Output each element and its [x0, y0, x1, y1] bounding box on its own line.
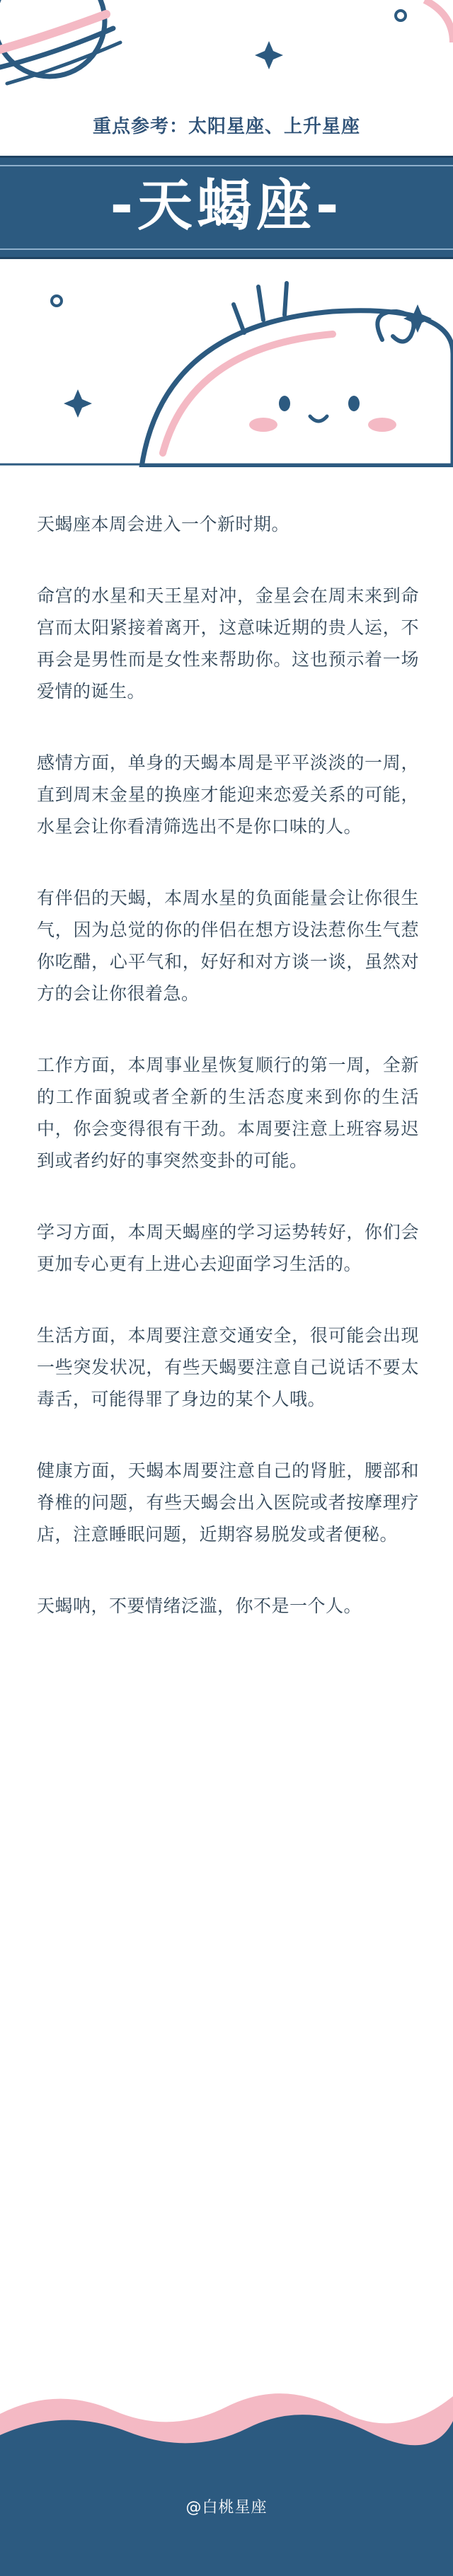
paragraph: 命宫的水星和天王星对冲，金星会在周末来到命宫而太阳紧接着离开，这意味近期的贵人运，不再会是男性而是女性来帮助你。这也预示着一场爱情的诞生。 [37, 585, 419, 702]
paragraph: 工作方面，本周事业星恢复顺行的第一周，全新的工作面貌或者全新的生活态度来到你的生活中，你会变得很有干劲。本周要注意上班容易迟到或者约好的事突然变卦的可能。 [37, 1055, 419, 1171]
footer-handle: @白桃星座 [185, 2499, 268, 2517]
paragraph: 生活方面，本周要注意交通安全，很可能会出现一些突发状况，有些天蝎要注意自己说话不要太毒舌，可能得罪了身边的某个人哦。 [37, 1325, 419, 1409]
paragraph: 感情方面，单身的天蝎本周是平平淡淡的一周，直到周末金星的换座才能迎来恋爱关系的可能，水星会让你看清筛选出不是你口味的人。 [37, 752, 419, 837]
paragraph: 天蝎座本周会进入一个新时期。 [37, 514, 290, 534]
top-decoration [0, 0, 453, 106]
dot-icon [396, 11, 406, 21]
hero-decoration [0, 269, 453, 467]
dot-icon [52, 296, 62, 306]
cute-face-icon [142, 311, 453, 467]
sparkle-icon [255, 41, 283, 69]
planet-icon [0, 0, 120, 84]
paragraph: 健康方面，天蝎本周要注意自己的肾脏，腰部和脊椎的问题，有些天蝎会出入医院或者按摩理疗店，注意睡眠问题，近期容易脱发或者便秘。 [37, 1460, 419, 1545]
sparkle-icon [64, 389, 92, 418]
title-rule-bottom [0, 248, 453, 250]
footer-decoration [0, 2357, 453, 2576]
article-body [37, 508, 419, 1661]
paragraph: 有伴侣的天蝎，本周水星的负面能量会让你很生气，因为总觉的你的伴侣在想方设法惹你生气惹你吃醋，心平气和，好好和对方谈一谈，虽然对方的会让你很着急。 [37, 888, 419, 1004]
reference-note: 重点参考：太阳星座、上升星座 [92, 116, 360, 137]
title-rule-top [0, 165, 453, 166]
paragraph: 学习方面，本周天蝎座的学习运势转好，你们会更加专心更有上进心去迎面学习生活的。 [37, 1222, 419, 1274]
page-title: -天蝎座- [110, 174, 343, 238]
paragraph: 天蝎呐，不要情绪泛滥，你不是一个人。 [37, 1596, 362, 1616]
